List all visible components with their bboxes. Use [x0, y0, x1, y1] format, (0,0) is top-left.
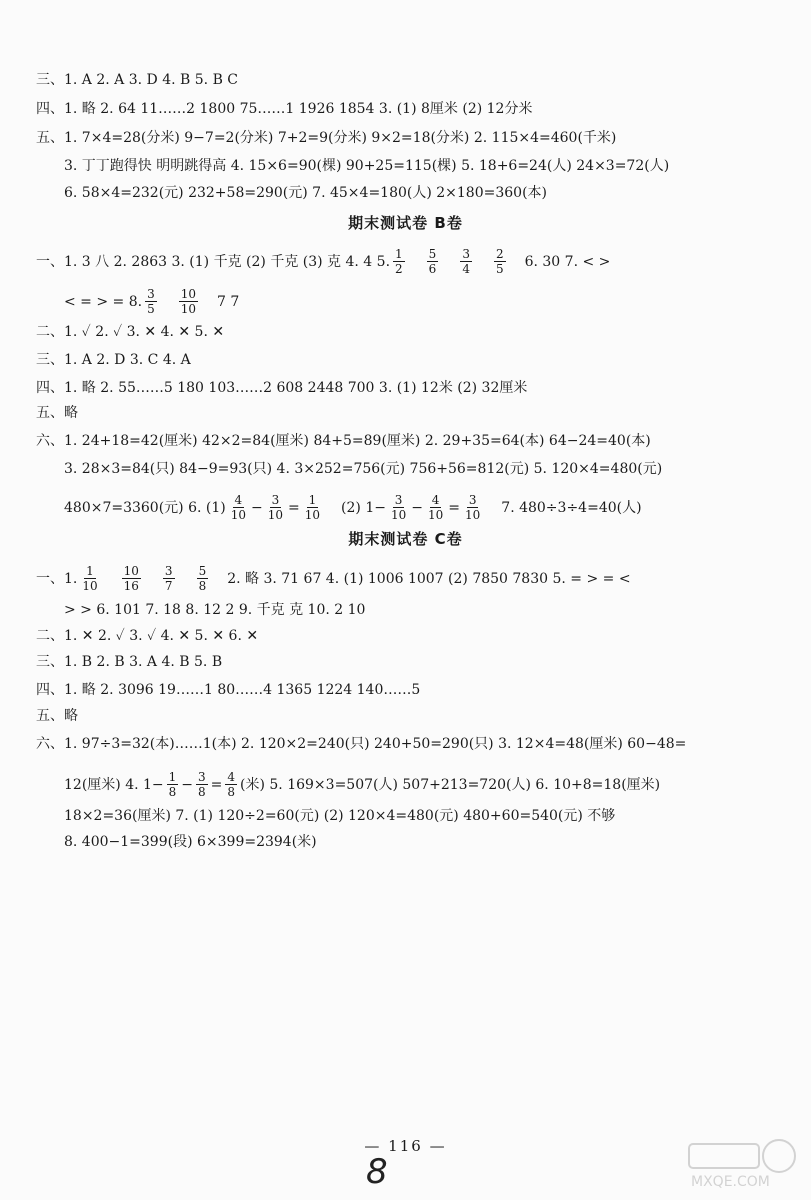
answer-line: 五、略 — [36, 405, 78, 421]
answer-line: < = > = 8. $\frac{3}{5}$ $\frac{10}{10}$ 7 7 — [64, 287, 240, 316]
fraction: $\frac{4}{10}$ — [427, 493, 444, 522]
fraction: $\frac{3}{8}$ — [198, 770, 206, 799]
fraction: $\frac{1}{8}$ — [168, 770, 177, 799]
answer-line: > > 6. 101 7. 18 8. 12 2 9. 千克 克 10. 2 10 — [64, 602, 366, 618]
answer-line: 3. 丁丁跑得快 明明跳得高 4. 15×6=90(棵) 90+25=115(棵) 5. 18+6=24(人) 24×3=72(人) — [64, 158, 670, 174]
answer-line: 一、1. 3 八 2. 2863 3. (1) 千克 (2) 千克 (3) 克 4. 4 5. $\frac{1}{2}$ $\frac{5}{6}$ $\frac{3}{4}$ $\frac{2}{5}$ 6. 30 7. < > — [36, 247, 611, 276]
answer-line: 五、略 — [36, 708, 78, 724]
answer-line: 6. 58×4=232(元) 232+58=290(元) 7. 45×4=180(人) 2×180=360(本) — [64, 185, 547, 201]
answer-line: 三、1. A 2. A 3. D 4. B 5. B C — [36, 72, 239, 88]
answer-line: 四、1. 略 2. 3096 19……1 80……4 1365 1224 140……5 — [36, 682, 421, 698]
fraction: $\frac{3}{7}$ — [164, 564, 173, 593]
answer-line: 480×7=3360(元) 6. (1) $\frac{4}{10}$ − $\frac{3}{10}$ = $\frac{1}{10}$ (2) 1− $\frac{3}{10}$ − $\frac{4}{10}$ = $\frac{3}{10}$ 7. 480÷3÷4=40(人) — [64, 493, 642, 522]
section-title-b: 期末测试卷 B卷 — [348, 214, 463, 232]
fraction: $\frac{4}{8}$ — [227, 770, 236, 799]
answer-line: 12(厘米) 4. 1− $\frac{1}{8}$ − $\frac{3}{8}$ = $\frac{4}{8}$ (米) 5. 169×3=507(人) 507+213=720(人) 6. 10+8=18(厘米) — [64, 770, 661, 799]
fraction: $\frac{3}{10}$ — [465, 493, 481, 522]
answer-line: 三、1. B 2. B 3. A 4. B 5. B — [36, 654, 223, 670]
fraction: $\frac{2}{5}$ — [495, 247, 504, 276]
answer-line: 四、1. 略 2. 55……5 180 103……2 608 2448 700 3. (1) 12米 (2) 32厘米 — [36, 380, 528, 396]
page-number: — 116 — — [364, 1137, 447, 1155]
fraction: $\frac{3}{5}$ — [147, 287, 155, 316]
answer-line: 四、1. 略 2. 64 11……2 1800 75……1 1926 1854 3. (1) 8厘米 (2) 12分米 — [36, 101, 533, 117]
answer-line: 3. 28×3=84(只) 84−9=93(只) 4. 3×252=756(元) 756+56=812(元) 5. 120×4=480(元) — [64, 461, 663, 477]
fraction: $\frac{5}{6}$ — [428, 247, 437, 276]
fraction: $\frac{3}{10}$ — [267, 493, 284, 522]
answer-line: 六、1. 97÷3=32(本)……1(本) 2. 120×2=240(只) 240+50=290(只) 3. 12×4=48(厘米) 60−48= — [36, 736, 687, 752]
fraction: $\frac{1}{10}$ — [82, 564, 98, 593]
watermark-text: MXQE.COM — [691, 1174, 770, 1190]
answer-line: 二、1. ✓ 2. ✓ 3. ✕ 4. ✕ 5. ✕ — [36, 324, 225, 340]
fraction: $\frac{10}{16}$ — [123, 564, 139, 593]
answer-line: 五、1. 7×4=28(分米) 9−7=2(分米) 7+2=9(分米) 9×2=18(分米) 2. 115×4=460(千米) — [36, 130, 617, 146]
fraction: $\frac{3}{4}$ — [462, 247, 470, 276]
answer-line: 六、1. 24+18=42(厘米) 42×2=84(厘米) 84+5=89(厘米) 2. 29+35=64(本) 64−24=40(本) — [36, 433, 651, 449]
fraction: $\frac{1}{10}$ — [304, 493, 321, 522]
answer-line: 二、1. ✕ 2. ✓ 3. ✓ 4. ✕ 5. ✕ 6. ✕ — [36, 628, 259, 644]
fraction: $\frac{5}{8}$ — [198, 564, 207, 593]
answer-line: 三、1. A 2. D 3. C 4. A — [36, 352, 191, 368]
fraction: $\frac{4}{10}$ — [230, 493, 247, 522]
fraction: $\frac{1}{2}$ — [395, 247, 403, 276]
fraction: $\frac{10}{10}$ — [180, 287, 197, 316]
answer-line: 一、1. $\frac{1}{10}$ $\frac{10}{16}$ $\frac{3}{7}$ $\frac{5}{8}$ 2. 略 3. 71 67 4. (1) 1006 1007 (2) 7850 7830 5. = > = < — [36, 564, 631, 593]
section-title-c: 期末测试卷 C卷 — [348, 530, 463, 548]
fraction: $\frac{3}{10}$ — [390, 493, 407, 522]
answer-line: 8. 400−1=399(段) 6×399=2394(米) — [64, 834, 317, 850]
handwritten-mark: 8 — [366, 1152, 388, 1192]
answer-line: 18×2=36(厘米) 7. (1) 120÷2=60(元) (2) 120×4=480(元) 480+60=540(元) 不够 — [64, 808, 616, 824]
watermark-logo-icon — [683, 1136, 803, 1192]
